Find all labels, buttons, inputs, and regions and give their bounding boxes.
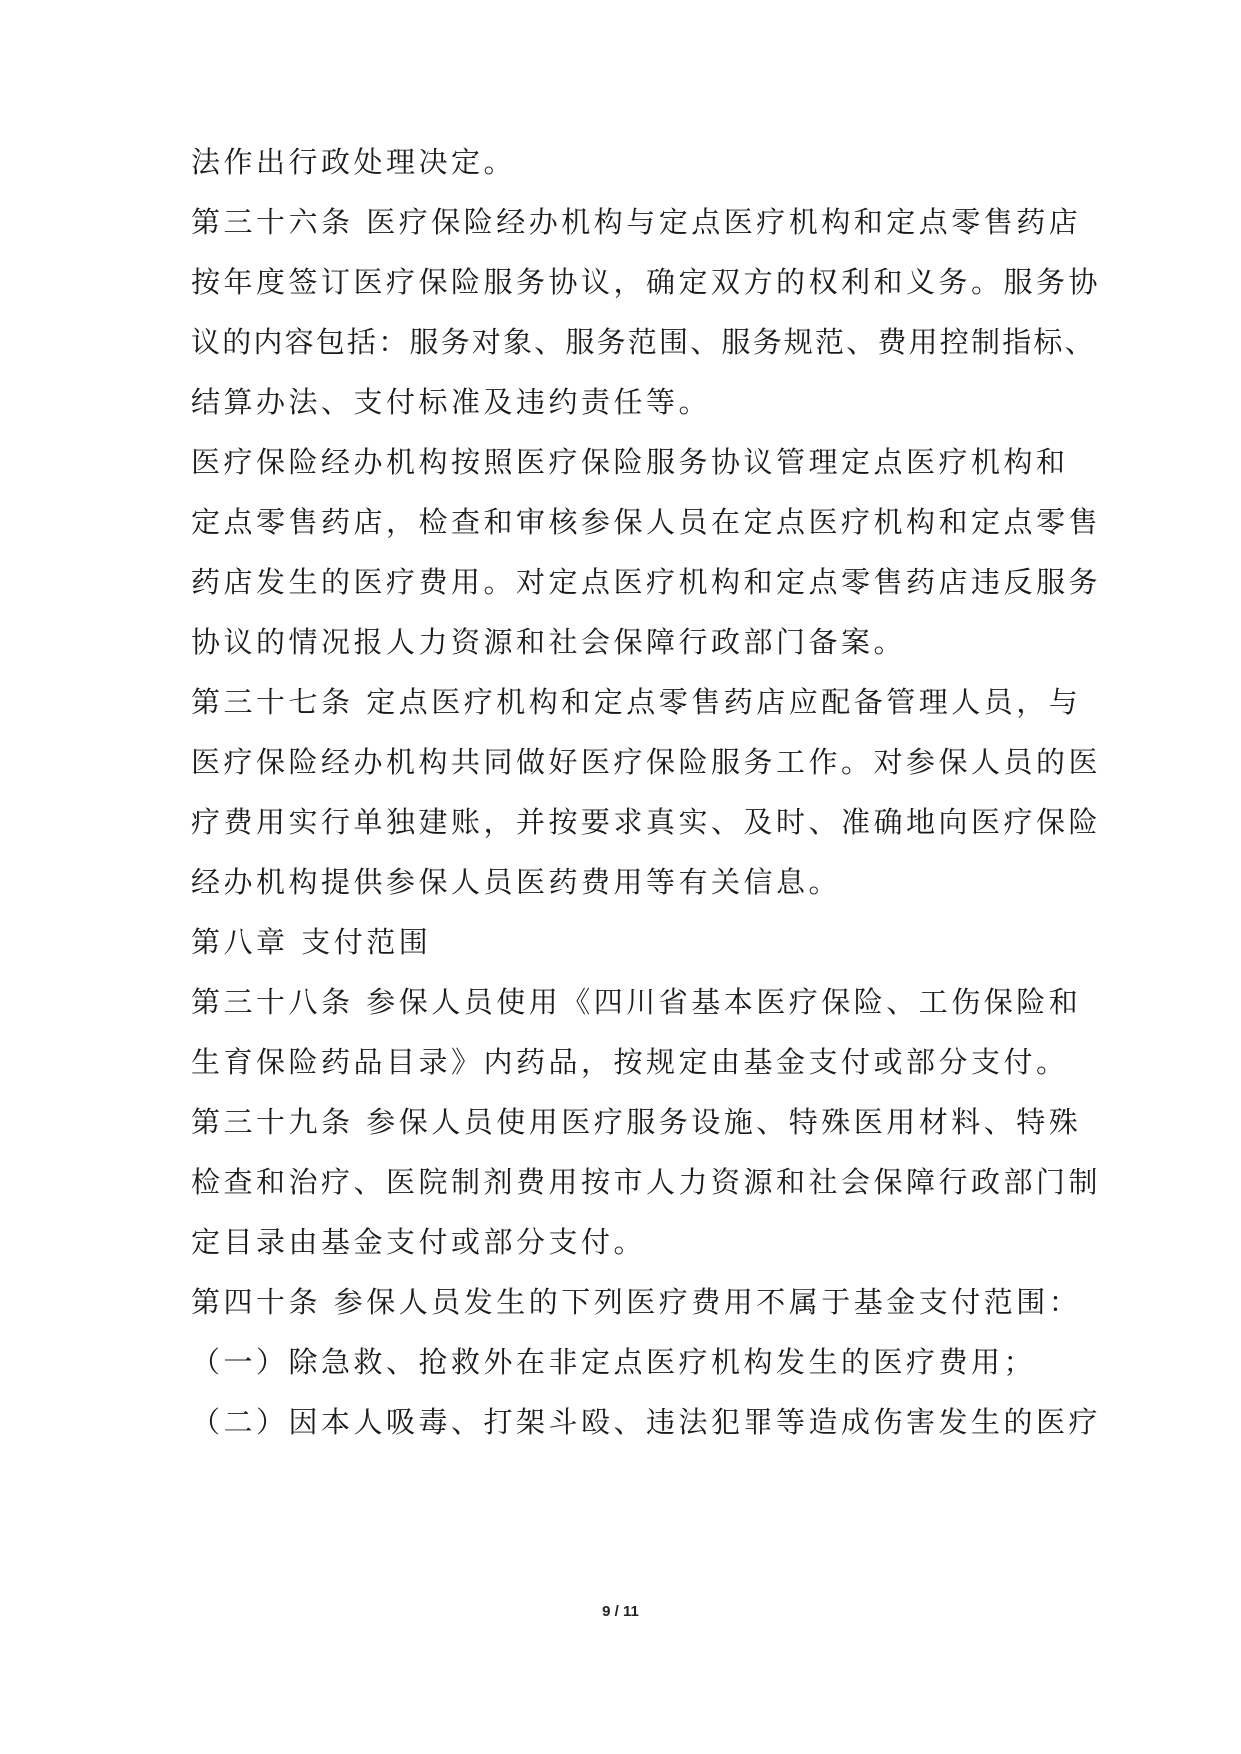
text-line: 定目录由基金支付或部分支付。: [191, 1225, 647, 1259]
text-line: 第四十条 参保人员发生的下列医疗费用不属于基金支付范围：: [191, 1285, 1082, 1319]
text-line: 检查和治疗、医院制剂费用按市人力资源和社会保障行政部门制: [191, 1165, 1102, 1199]
text-line: 第三十六条 医疗保险经办机构与定点医疗机构和定点零售药店: [191, 205, 1082, 239]
text-line: 第三十八条 参保人员使用《四川省基本医疗保险、工伤保险和: [191, 985, 1082, 1019]
list-item: （二）因本人吸毒、打架斗殴、违法犯罪等造成伤害发生的医疗: [191, 1405, 1102, 1439]
list-item: （一）除急救、抢救外在非定点医疗机构发生的医疗费用；: [191, 1345, 1037, 1379]
text-line: 结算办法、支付标准及违约责任等。: [191, 385, 712, 419]
text-line: 疗费用实行单独建账，并按要求真实、及时、准确地向医疗保险: [191, 805, 1102, 839]
text-line: 经办机构提供参保人员医药费用等有关信息。: [191, 865, 842, 899]
text-line: 定点零售药店，检查和审核参保人员在定点医疗机构和定点零售: [191, 505, 1102, 539]
text-line: 第三十七条 定点医疗机构和定点零售药店应配备管理人员，与: [191, 685, 1082, 719]
text-line: 法作出行政处理决定。: [191, 145, 517, 179]
text-line: 医疗保险经办机构共同做好医疗保险服务工作。对参保人员的医: [191, 745, 1102, 779]
text-line: 第三十九条 参保人员使用医疗服务设施、特殊医用材料、特殊: [191, 1105, 1082, 1139]
text-line: 协议的情况报人力资源和社会保障行政部门备案。: [191, 625, 907, 659]
chapter-heading: 第八章 支付范围: [191, 925, 432, 959]
page-number: 9 / 11: [602, 1603, 639, 1620]
text-line: 生育保险药品目录》内药品，按规定由基金支付或部分支付。: [191, 1045, 1069, 1079]
text-line: 议的内容包括：服务对象、服务范围、服务规范、费用控制指标、: [191, 325, 1096, 359]
text-line: 药店发生的医疗费用。对定点医疗机构和定点零售药店违反服务: [191, 565, 1102, 599]
text-line: 医疗保险经办机构按照医疗保险服务协议管理定点医疗机构和: [191, 445, 1069, 479]
text-line: 按年度签订医疗保险服务协议，确定双方的权利和义务。服务协: [191, 265, 1102, 299]
